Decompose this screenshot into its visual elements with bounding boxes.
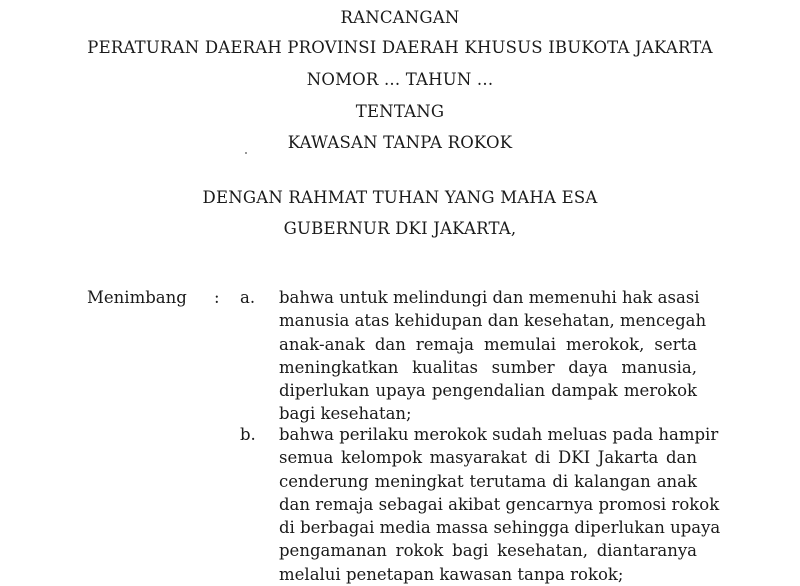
item-b-letter: b. bbox=[240, 425, 256, 444]
item-a-text bbox=[279, 286, 707, 426]
menimbang-label: Menimbang bbox=[87, 288, 187, 307]
item-b-line: semua kelompok masyarakat di DKI Jakarta dan bbox=[279, 448, 697, 468]
item-b-line: dan remaja sebagai akibat gencarnya promosi rokok bbox=[279, 494, 720, 514]
preamble-gubernur: GUBERNUR DKI JAKARTA, bbox=[283, 219, 517, 238]
menimbang-colon: : bbox=[214, 288, 220, 307]
item-a-line: anak-anak dan remaja memulai merokok, serta bbox=[279, 334, 697, 354]
scan-speck bbox=[245, 152, 247, 154]
doc-title-subject: KAWASAN TANPA ROKOK bbox=[287, 133, 513, 152]
item-a-line: bagi kesehatan; bbox=[279, 404, 412, 424]
item-a-line: bahwa untuk melindungi dan memenuhi hak asasi bbox=[279, 288, 700, 307]
item-b-line: bahwa perilaku merokok sudah meluas pada hampir bbox=[279, 425, 719, 444]
item-b-line: di berbagai media massa sehingga diperlukan upaya bbox=[279, 518, 721, 538]
doc-title-rancangan: RANCANGAN bbox=[340, 8, 460, 27]
item-a-line: manusia atas kehidupan dan kesehatan, mencegah bbox=[279, 311, 707, 331]
item-a-letter: a. bbox=[240, 288, 256, 307]
doc-title-nomor: NOMOR ... TAHUN ... bbox=[306, 70, 494, 89]
doc-title-tentang: TENTANG bbox=[355, 102, 445, 121]
item-a-line: diperlukan upaya pengendalian dampak merokok bbox=[279, 381, 697, 401]
item-b-line: cenderung meningkat terutama di kalangan anak bbox=[279, 471, 697, 491]
item-a-line: meningkatkan kualitas sumber daya manusia, bbox=[279, 357, 697, 377]
preamble-rahmat: DENGAN RAHMAT TUHAN YANG MAHA ESA bbox=[202, 188, 598, 207]
doc-title-peraturan: PERATURAN DAERAH PROVINSI DAERAH KHUSUS IBUKOTA JAKARTA bbox=[87, 38, 713, 57]
item-b-line: pengamanan rokok bagi kesehatan, diantaranya bbox=[279, 541, 697, 561]
item-b-text bbox=[279, 423, 721, 586]
item-b-line: melalui penetapan kawasan tanpa rokok; bbox=[279, 564, 624, 584]
